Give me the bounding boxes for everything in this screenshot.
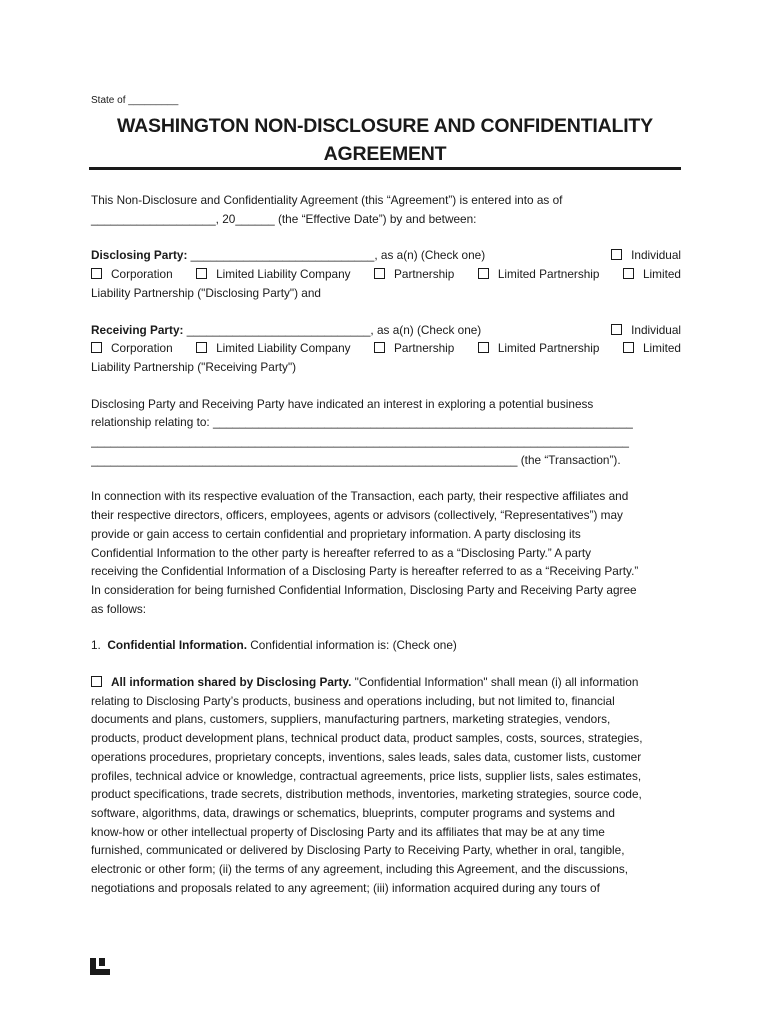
paragraph-line: products, product development plans, technical product data, product samples, costs, sources, strategies, (91, 731, 643, 746)
receiving-option-partnership[interactable]: Partnership (374, 339, 454, 358)
checkbox-icon[interactable] (623, 268, 634, 279)
relationship-paragraph (91, 395, 681, 470)
document-title (89, 112, 681, 168)
disclosing-option-llp[interactable]: Limited (623, 265, 681, 284)
checkbox-icon[interactable] (91, 342, 102, 353)
paragraph-line: relating to Disclosing Party’s products, business and operations including, but not limited to, financial (91, 693, 615, 708)
title-divider (89, 167, 681, 170)
section-number: 1. (91, 638, 101, 653)
receiving-option-llc[interactable]: Limited Liability Company (196, 339, 350, 358)
receiving-option-llp[interactable]: Limited (623, 339, 681, 358)
section-text: Confidential information is: (Check one) (247, 638, 457, 653)
receiving-option-corporation[interactable]: Corporation (91, 339, 173, 358)
intro-line-1: This Non-Disclosure and Confidentiality Agreement (this “Agreement”) is entered into as of (91, 193, 563, 207)
paragraph-line: negotiations and proposals related to any agreement; (iii) information acquired during any tours of (91, 880, 600, 895)
connection-line: Confidential Information to the other party is hereafter referred to as a “Disclosing Party.” A party (91, 545, 592, 560)
disclosing-option-lp[interactable]: Limited Partnership (478, 265, 600, 284)
checkbox-icon[interactable] (91, 268, 102, 279)
intro-line-2: ___________________, 20______ (the “Effective Date”) by and between: (91, 211, 477, 226)
disclosing-party-last-line: Liability Partnership ("Disclosing Party") and (91, 285, 321, 300)
disclosing-option-corporation[interactable]: Corporation (91, 265, 173, 284)
all-information-heading: All information shared by Disclosing Party. (111, 675, 352, 690)
title-line-2: AGREEMENT (323, 143, 447, 165)
receiving-party-block (91, 321, 681, 377)
all-information-paragraph: All information shared by Disclosing Party. "Confidential Information" shall mean (i) all information relating to Disclosing Party’s products, business and operations including, but not limited to, financial documents and plans, customers, suppliers, manufacturing partners, marketing strategies, vendors, products, product development plans, technical product data, product samples, costs, sources, strategies, operations procedures, proprietary concepts, inventions, sales leads, sales data, customer lists, customer profiles, technical advice or knowledge, contractual agreements, price lists, supplier lists, sales estimates, product specifications, trade secrets, distribution methods, inventories, marketing strategies, source code, software, algorithms, data, drawings or schematics, blueprints, computer programs and systems and know-how or other intellectual property of Disclosing Party and its affiliates that may be at any time furnished, communicated or delivered by Disclosing Party to Receiving Party, whether in oral, tangible, electronic or other form; (ii) the terms of any agreement, including this Agreement, and the discussions, negotiations and proposals related to any agreement; (iii) information acquired during any tours of (91, 673, 681, 897)
paragraph-line: furnished, communicated or delivered by Disclosing Party to Receiving Party, whether in oral, tangible, (91, 843, 625, 858)
checkbox-icon[interactable] (611, 324, 622, 335)
relationship-field-3[interactable]: _________________________________________________________________ (the “Transaction”). (91, 452, 621, 467)
checkbox-icon[interactable] (374, 268, 385, 279)
checkbox-icon[interactable] (623, 342, 634, 353)
paragraph-line: product specifications, trade secrets, distribution methods, inventories, marketing strategies, source code, (91, 787, 642, 802)
paragraph-line: software, algorithms, data, drawings or schematics, blueprints, computer programs and systems and (91, 805, 615, 820)
disclosing-option-llc[interactable]: Limited Liability Company (196, 265, 350, 284)
checkbox-icon[interactable] (196, 342, 207, 353)
disclosing-option-individual[interactable]: Individual (611, 246, 681, 265)
receiving-option-lp[interactable]: Limited Partnership (478, 339, 600, 358)
receiving-option-individual[interactable]: Individual (611, 321, 681, 340)
state-line: State of _________ (91, 95, 179, 106)
receiving-party-last-line: Liability Partnership ("Receiving Party") (91, 359, 297, 374)
checkbox-icon[interactable] (478, 268, 489, 279)
checkbox-icon[interactable] (478, 342, 489, 353)
checkbox-icon[interactable] (196, 268, 207, 279)
paragraph-line: documents and plans, customers, suppliers, manufacturing partners, marketing strategies, vendors, (91, 712, 611, 727)
relationship-field-2[interactable]: __________________________________________________________________________________ (91, 434, 629, 449)
connection-line: as follows: (91, 601, 147, 616)
connection-line: In consideration for being furnished Confidential Information, Disclosing Party and Receiving Party agree (91, 582, 637, 597)
connection-line: their respective directors, officers, employees, agents or advisors (collectively, “Representatives”) may (91, 508, 623, 523)
receiving-party-name-field[interactable]: ____________________________, as a(n) (Check one) (183, 322, 482, 337)
relationship-field-1[interactable]: relationship relating to: ________________________________________________________________ (91, 415, 633, 430)
disclosing-option-partnership[interactable]: Partnership (374, 265, 454, 284)
section-title: Confidential Information. (107, 638, 247, 653)
connection-line: provide or gain access to certain confidential and proprietary information. A party disclosing its (91, 526, 581, 541)
legal-templates-logo-icon (90, 958, 110, 975)
paragraph-line: operations procedures, proprietary concepts, inventions, sales leads, sales data, customer lists, customer (91, 749, 642, 764)
disclosing-party-name-field[interactable]: ____________________________, as a(n) (Check one) (187, 248, 486, 263)
receiving-party-label: Receiving Party: (91, 322, 184, 337)
connection-line: In connection with its respective evaluation of the Transaction, each party, their respective affiliates and (91, 489, 629, 504)
paragraph-line: electronic or other form; (ii) the terms of any agreement, including this Agreement, and the discussions, (91, 862, 629, 877)
checkbox-icon[interactable] (611, 249, 622, 260)
connection-line: receiving the Confidential Information of a Disclosing Party is hereafter referred to as a “Receiving Party.” (91, 564, 639, 579)
section-1-heading (91, 636, 681, 655)
intro-paragraph (91, 191, 681, 228)
paragraph-line: profiles, technical advice or knowledge, contractual agreements, price lists, supplier lists, sales estimates, (91, 768, 642, 783)
disclosing-party-block (91, 246, 681, 302)
title-line-1: WASHINGTON NON-DISCLOSURE AND CONFIDENTIALITY (117, 115, 653, 137)
connection-paragraph (91, 487, 681, 618)
disclosing-party-label: Disclosing Party: (91, 248, 188, 263)
checkbox-icon[interactable] (91, 676, 102, 687)
paragraph-line: know-how or other intellectual property of Disclosing Party and its affiliates that may be at any time (91, 824, 605, 839)
checkbox-icon[interactable] (374, 342, 385, 353)
relationship-line-1: Disclosing Party and Receiving Party have indicated an interest in exploring a potential business (91, 396, 594, 411)
document-body (91, 191, 681, 898)
